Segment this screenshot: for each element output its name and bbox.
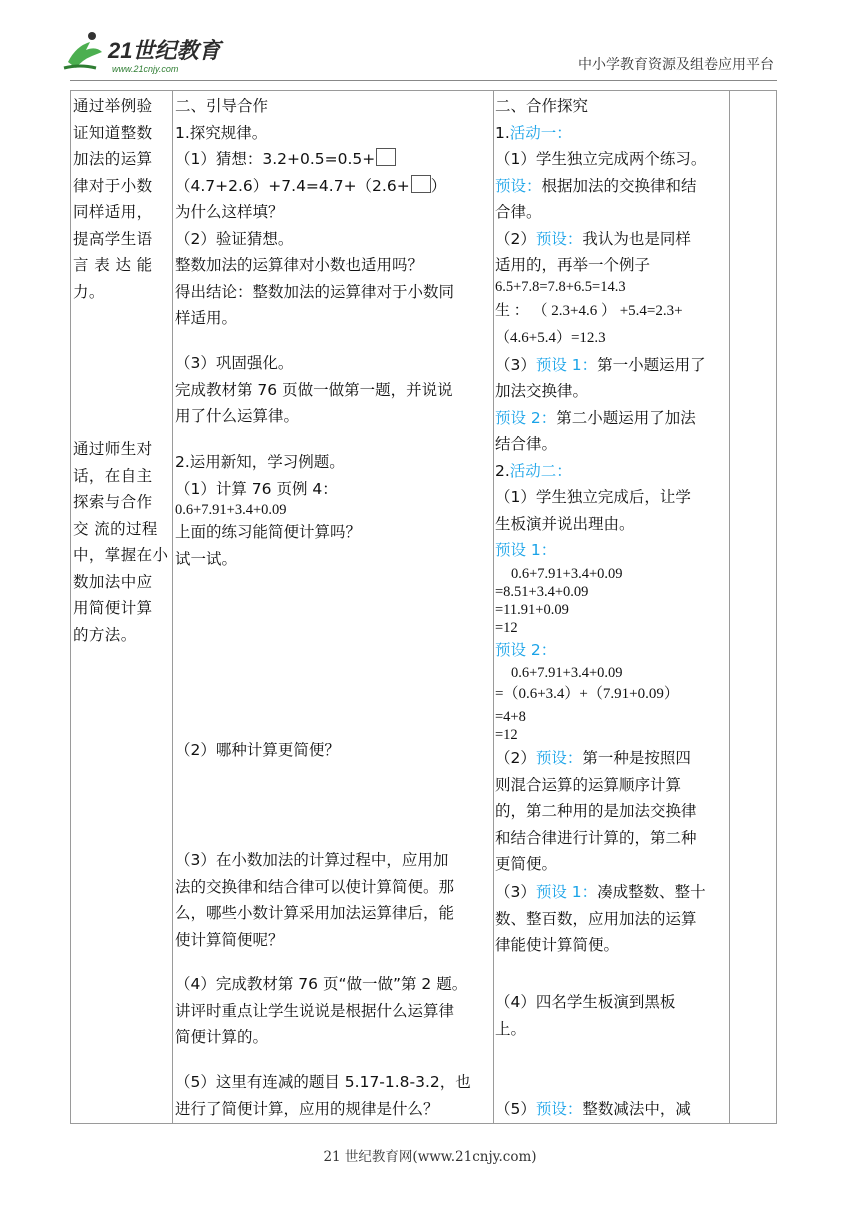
logo-title: 21世纪教育 bbox=[108, 38, 221, 63]
intent-line: 证知道整数 bbox=[73, 123, 153, 142]
teacher-line: 讲评时重点让学生说说是根据什么运算律 bbox=[175, 1001, 455, 1020]
calc-step: =12 bbox=[495, 727, 518, 743]
teacher-line: 进行了简便计算，应用的规律是什么？ bbox=[175, 1099, 439, 1118]
teacher-line: （5）这里有连减的题目 5.17-1.8-3.2，也 bbox=[175, 1073, 471, 1091]
teacher-line: 试一试。 bbox=[175, 549, 238, 568]
teacher-line: 上面的练习能简便计算吗？ bbox=[175, 523, 362, 541]
calc-step: =8.51+3.4+0.09 bbox=[495, 584, 589, 600]
teacher-line: 2.运用新知，学习例题。 bbox=[175, 453, 345, 471]
student-line: 2.活动二： bbox=[495, 461, 572, 480]
student-line: 则混合运算的运算顺序计算 bbox=[495, 775, 682, 794]
student-line: 预设 2： bbox=[495, 641, 557, 659]
student-line: （1）学生独立完成后，让学 bbox=[495, 488, 691, 506]
page-footer: 21 世纪教育网(www.21cnjy.com) bbox=[323, 1149, 537, 1165]
intent-line: 数加法中应 bbox=[73, 572, 153, 591]
intent-line: 提高学生语 bbox=[73, 229, 153, 248]
calc-step: =（0.6+3.4）+（7.91+0.09） bbox=[495, 686, 679, 702]
calc-step: 0.6+7.91+3.4+0.09 bbox=[511, 665, 623, 681]
intent-line: 力。 bbox=[73, 282, 105, 301]
student-line: 更简便。 bbox=[495, 855, 558, 873]
intent-line: 言 表 达 能 bbox=[73, 256, 153, 274]
teacher-line: 为什么这样填？ bbox=[175, 203, 284, 221]
platform-name: 中小学教育资源及组卷应用平台 bbox=[578, 57, 774, 73]
student-line: （2）预设：我认为也是同样 bbox=[495, 229, 691, 248]
student-line: 数、整百数，应用加法的运算 bbox=[495, 909, 697, 928]
teacher-line: （4）完成教材第 76 页“做一做”第 2 题。 bbox=[175, 975, 468, 993]
teacher-heading: 二、引导合作 bbox=[175, 97, 269, 115]
calc-step: =12 bbox=[495, 620, 518, 636]
calc-step: 0.6+7.91+3.4+0.09 bbox=[511, 566, 623, 582]
example-expression: 0.6+7.91+3.4+0.09 bbox=[175, 502, 287, 518]
intent-line: 同样适用， bbox=[73, 203, 153, 221]
column-divider bbox=[729, 91, 730, 1123]
teacher-line: 得出结论：整数加法的运算律对于小数同 bbox=[175, 282, 455, 301]
teacher-line: （2）哪种计算更简便？ bbox=[175, 741, 340, 759]
student-line: 生 ： （ 2.3+4.6 ） +5.4=2.3+ bbox=[495, 303, 683, 319]
teacher-line: （4.7+2.6）+7.4=4.7+（2.6+ ） bbox=[175, 176, 447, 195]
intent-line: 的方法。 bbox=[73, 625, 137, 644]
intent-line: 加法的运算 bbox=[73, 150, 153, 168]
logo-url: www.21cnjy.com bbox=[112, 64, 179, 74]
student-line: （4）四名学生板演到黑板 bbox=[495, 993, 676, 1011]
student-line: 律能使计算简便。 bbox=[495, 936, 620, 954]
teacher-line: 用了什么运算律。 bbox=[175, 407, 300, 425]
teacher-line: 整数加法的运算律对小数也适用吗？ bbox=[175, 256, 424, 274]
teacher-line: （3）巩固强化。 bbox=[175, 354, 294, 372]
student-line: 适用的，再举一个例子 bbox=[495, 256, 651, 274]
student-line: 和结合律进行计算的，第二种 bbox=[495, 828, 697, 847]
teacher-line: 使计算简便呢？ bbox=[175, 930, 284, 949]
student-line: 的，第二种用的是加法交换律 bbox=[495, 802, 697, 820]
student-line: （3）预设 1：第一小题运用了 bbox=[495, 355, 706, 374]
teacher-line: （1）猜想：3.2+0.5=0.5+ bbox=[175, 146, 495, 173]
intent-line: 通过师生对 bbox=[73, 440, 153, 458]
student-line: 上。 bbox=[495, 1019, 527, 1038]
intent-line: 交 流的过程 bbox=[73, 519, 158, 538]
teacher-line: 1.探究规律。 bbox=[175, 123, 268, 142]
page-header bbox=[0, 0, 860, 90]
calc-step: =4+8 bbox=[495, 709, 526, 725]
teacher-line: （2）验证猜想。 bbox=[175, 229, 294, 248]
intent-line: 话，在自主 bbox=[73, 466, 153, 485]
teacher-line: 样适用。 bbox=[175, 309, 238, 327]
student-line: 生板演并说出理由。 bbox=[495, 514, 635, 533]
teacher-line: 法的交换律和结合律可以使计算简便。那 bbox=[175, 877, 455, 896]
logo-icon bbox=[62, 28, 232, 78]
blank-box bbox=[376, 148, 396, 166]
intent-line: 中，掌握在小 bbox=[73, 546, 169, 564]
student-line: 预设 2：第二小题运用了加法 bbox=[495, 408, 696, 427]
student-line: 1.活动一： bbox=[495, 123, 572, 142]
intent-line: 用简便计算 bbox=[73, 599, 153, 617]
student-line: （5）预设：整数减法中，减 bbox=[495, 1099, 691, 1118]
student-line: （1）学生独立完成两个练习。 bbox=[495, 150, 707, 168]
student-expression: 6.5+7.8=7.8+6.5=14.3 bbox=[495, 279, 626, 295]
teacher-line: 简便计算的。 bbox=[175, 1028, 269, 1046]
student-line: 结合律。 bbox=[495, 435, 558, 453]
student-line: 合律。 bbox=[495, 203, 542, 221]
header-divider bbox=[70, 80, 777, 81]
calc-step: =11.91+0.09 bbox=[495, 602, 569, 618]
teacher-line: 完成教材第 76 页做一做第一题，并说说 bbox=[175, 380, 453, 399]
teacher-line: （1）计算 76 页例 4： bbox=[175, 479, 338, 498]
intent-line: 通过举例验 bbox=[73, 97, 153, 115]
intent-line: 律对于小数 bbox=[73, 176, 153, 195]
student-line: 加法交换律。 bbox=[495, 382, 589, 400]
student-line: 预设 1： bbox=[495, 541, 557, 559]
student-line: （2）预设：第一种是按照四 bbox=[495, 749, 691, 767]
teacher-line: （3）在小数加法的计算过程中，应用加 bbox=[175, 851, 449, 869]
lesson-table bbox=[70, 90, 777, 1124]
student-line: 预设：根据加法的交换律和结 bbox=[495, 176, 697, 195]
teacher-line: 么，哪些小数计算采用加法运算律后，能 bbox=[175, 904, 455, 922]
student-line: （4.6+5.4）=12.3 bbox=[495, 330, 606, 346]
intent-line: 探索与合作 bbox=[73, 493, 153, 511]
blank-box bbox=[411, 175, 431, 193]
student-line: （3）预设 1：凑成整数、整十 bbox=[495, 883, 706, 901]
student-heading: 二、合作探究 bbox=[495, 97, 589, 115]
